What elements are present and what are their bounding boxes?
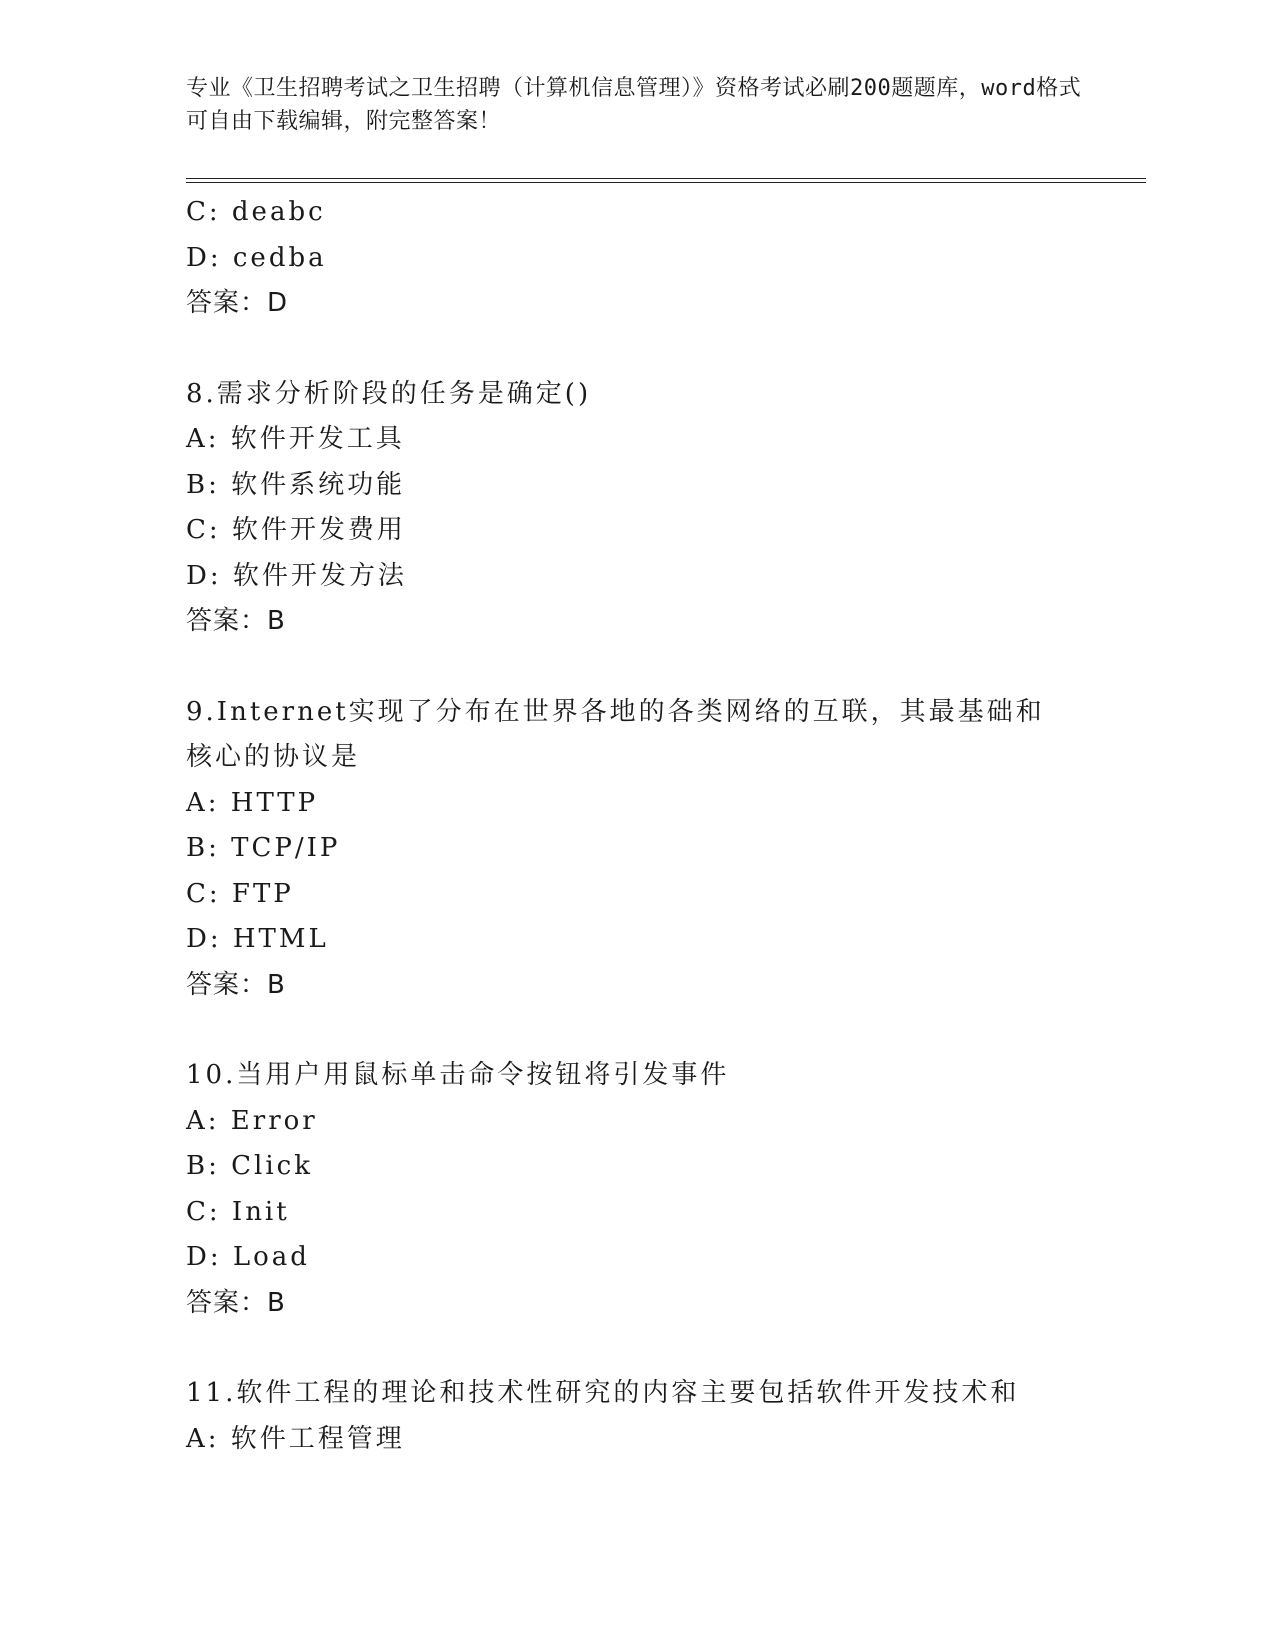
- spacer: [186, 1326, 1146, 1371]
- question-9-option-b: B: TCP/IP: [186, 833, 341, 863]
- spacer: [186, 327, 1146, 372]
- option-c: C: deabc: [186, 197, 326, 227]
- question-9-option-a: A: HTTP: [186, 787, 319, 818]
- question-10-answer: 答案：B: [186, 1287, 286, 1318]
- option-d: D: cedba: [186, 242, 327, 273]
- question-8-answer: 答案：B: [186, 606, 286, 636]
- question-11-text: 11.软件工程的理论和技术性研究的内容主要包括软件开发技术和: [186, 1378, 1020, 1408]
- question-10-option-b: B: Click: [186, 1151, 313, 1181]
- question-8-option-a: A: 软件开发工具: [186, 424, 405, 454]
- spacer: [186, 1008, 1146, 1053]
- question-8-option-d: D: 软件开发方法: [186, 560, 407, 591]
- header-divider: [186, 178, 1146, 183]
- question-10-text: 10.当用户用鼠标单击命令按钮将引发事件: [186, 1060, 730, 1090]
- question-10-option-d: D: Load: [186, 1242, 310, 1272]
- question-10-option-a: A: Error: [186, 1105, 318, 1136]
- question-9-answer: 答案：B: [186, 969, 286, 1000]
- question-11-option-a: A: 软件工程管理: [186, 1423, 405, 1454]
- question-9-text: 9.Internet实现了分布在世界各地的各类网络的互联，其最基础和核心的协议是: [186, 696, 1045, 772]
- question-9-option-d: D: HTML: [186, 924, 329, 954]
- question-10-option-c: C: Init: [186, 1196, 290, 1227]
- question-9-option-c: C: FTP: [186, 878, 294, 909]
- spacer: [186, 645, 1146, 690]
- question-8-option-c: C: 软件开发费用: [186, 515, 406, 545]
- question-8-option-b: B: 软件系统功能: [186, 469, 406, 500]
- document-header: 专业《卫生招聘考试之卫生招聘（计算机信息管理）》资格考试必刷200题题库，word格式可自由下载编辑，附完整答案！: [186, 76, 1082, 134]
- question-list: [186, 190, 1146, 1462]
- answer-label: 答案：D: [186, 288, 289, 318]
- question-8-text: 8.需求分析阶段的任务是确定(): [186, 378, 592, 409]
